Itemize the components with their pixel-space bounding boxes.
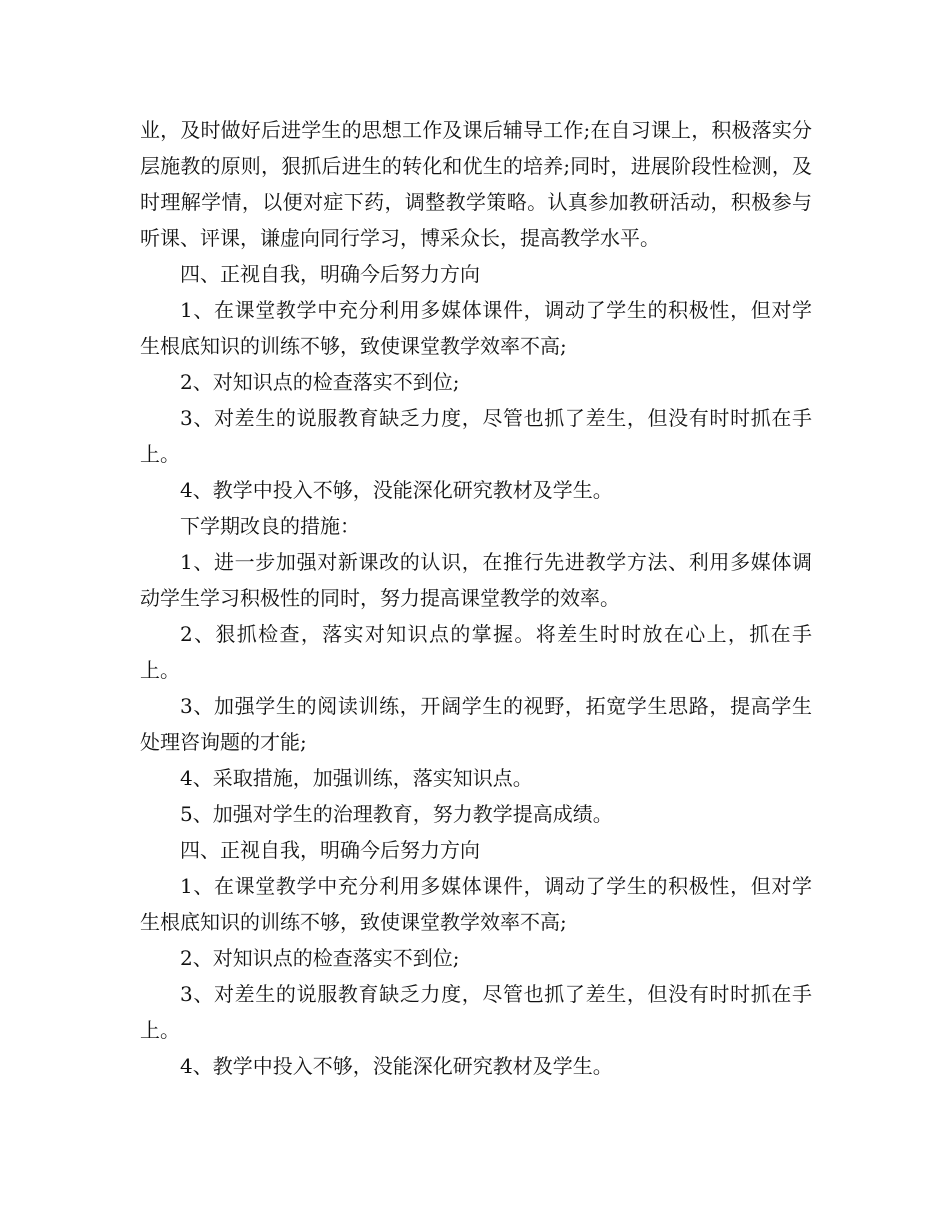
section-heading: 四、正视自我，明确今后努力方向 [180,838,480,862]
list-item: 2、狠抓检查，落实对知识点的掌握。将差生时时放在心上，抓在手上。 [140,622,812,682]
document-page [140,112,812,1084]
list-item: 1、进一步加强对新课改的认识，在推行先进教学方法、利用多媒体调动学生学习积极性的同时，努力提高课堂教学的效率。 [140,550,812,610]
list-item: 1、在课堂教学中充分利用多媒体课件，调动了学生的积极性，但对学生根底知识的训练不够，致使课堂教学效率不高; [140,874,812,934]
list-item: 1、在课堂教学中充分利用多媒体课件，调动了学生的积极性，但对学生根底知识的训练不够，致使课堂教学效率不高; [140,298,812,358]
list-item: 5、加强对学生的治理教育，努力教学提高成绩。 [180,802,613,826]
list-item: 2、对知识点的检查落实不到位; [180,370,460,394]
list-item: 3、对差生的说服教育缺乏力度，尽管也抓了差生，但没有时时抓在手上。 [140,982,812,1042]
list-item: 3、对差生的说服教育缺乏力度，尽管也抓了差生，但没有时时抓在手上。 [140,406,812,466]
list-item: 4、教学中投入不够，没能深化研究教材及学生。 [180,478,613,502]
section-heading: 四、正视自我，明确今后努力方向 [180,262,480,286]
paragraph-continuation: 业，及时做好后进学生的思想工作及课后辅导工作;在自习课上，积极落实分层施教的原则，狠抓后进生的转化和优生的培养;同时，进展阶段性检测，及时理解学情，以便对症下药，调整教学策略。认真参加教研活动，积极参与听课、评课，谦虚向同行学习，博采众长，提高教学水平。 [140,118,812,250]
subsection-heading: 下学期改良的措施： [180,514,360,538]
list-item: 4、教学中投入不够，没能深化研究教材及学生。 [180,1054,613,1078]
list-item: 2、对知识点的检查落实不到位; [180,946,460,970]
list-item: 4、采取措施，加强训练，落实知识点。 [180,766,533,790]
list-item: 3、加强学生的阅读训练，开阔学生的视野，拓宽学生思路，提高学生处理咨询题的才能; [140,694,812,754]
